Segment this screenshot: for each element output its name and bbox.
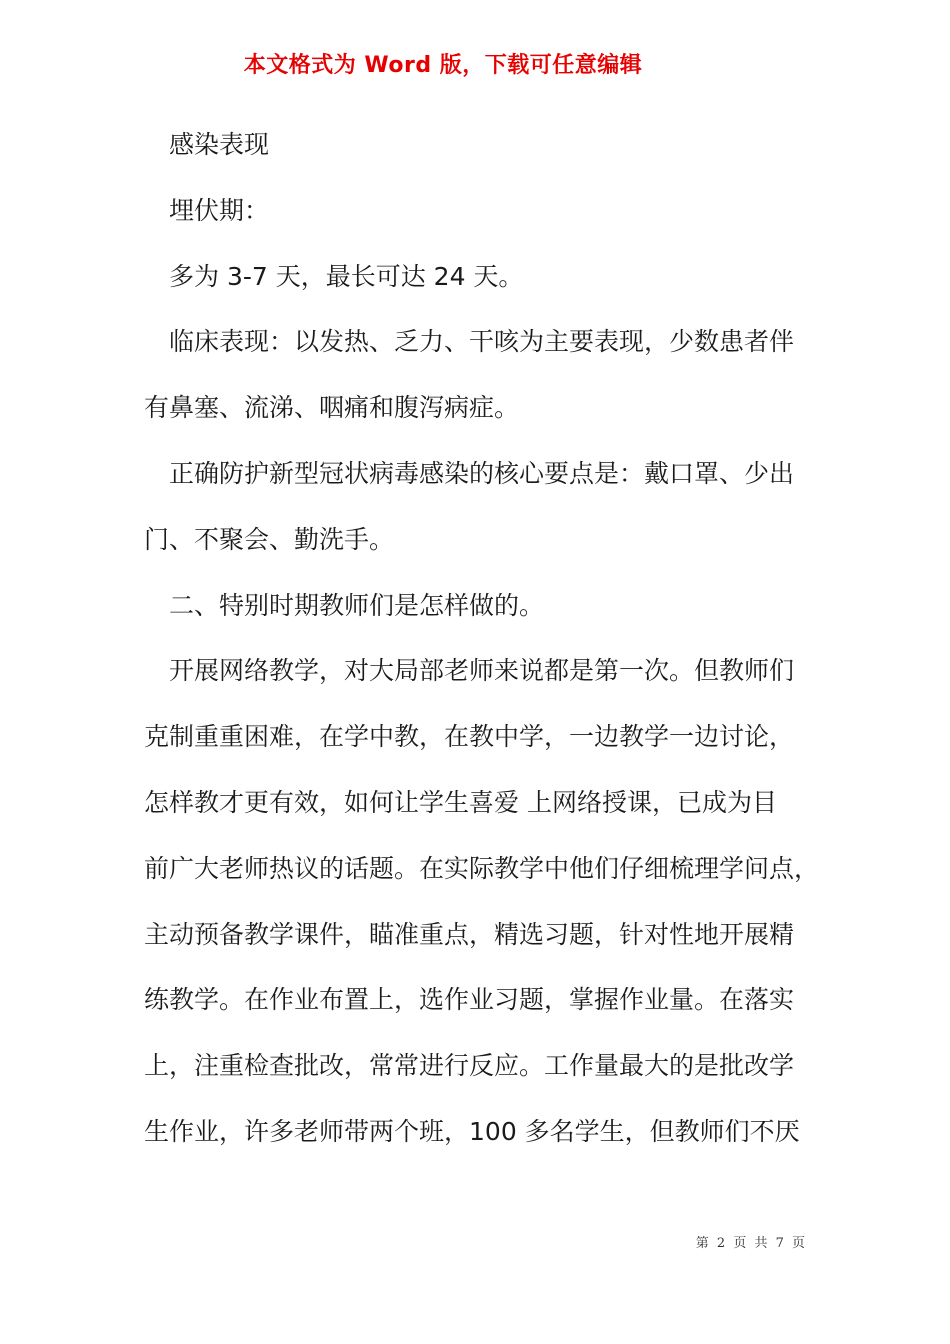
paragraph-line: 门、不聚会、勤洗手。	[144, 524, 395, 554]
section-heading-infection: 感染表现	[169, 130, 270, 159]
paragraph-line: 埋伏期：	[169, 195, 270, 225]
document-body	[144, 112, 834, 1165]
paragraph-line: 怎样教才更有效，如何让学生喜爱 上网络授课，已成为目	[144, 787, 777, 817]
paragraph-line: 生作业，许多老师带两个班，100 多名学生，但教师们不厌	[144, 1116, 800, 1146]
paragraph-line: 克制重重困难，在学中教，在教中学，一边教学一边讨论，	[144, 722, 795, 752]
paragraph-line: 前广大老师热议的话题。在实际教学中他们仔细梳理学问点，	[144, 853, 820, 883]
paragraph-line: 练教学。在作业布置上，选作业习题，掌握作业量。在落实	[144, 985, 795, 1015]
word-format-banner: 本文格式为 Word 版，下载可任意编辑	[243, 53, 643, 78]
paragraph-line: 上，注重检查批改，常常进行反应。工作量最大的是批改学	[144, 1051, 795, 1081]
section-heading-teachers: 二、特别时期教师们是怎样做的。	[169, 590, 545, 620]
paragraph-line: 开展网络教学，对大局部老师来说都是第一次。但教师们	[169, 656, 795, 686]
paragraph-line: 正确防护新型冠状病毒感染的核心要点是：戴口罩、少出	[169, 458, 795, 488]
page-number: 第 2 页 共 7 页	[695, 1236, 807, 1251]
paragraph-line: 有鼻塞、流涕、咽痛和腹泻病症。	[144, 393, 520, 423]
paragraph-line: 主动预备教学课件，瞄准重点，精选习题，针对性地开展精	[144, 919, 795, 949]
paragraph-line: 临床表现：以发热、乏力、干咳为主要表现，少数患者伴	[169, 327, 795, 357]
paragraph-line: 多为 3-7 天，最长可达 24 天。	[169, 261, 524, 291]
